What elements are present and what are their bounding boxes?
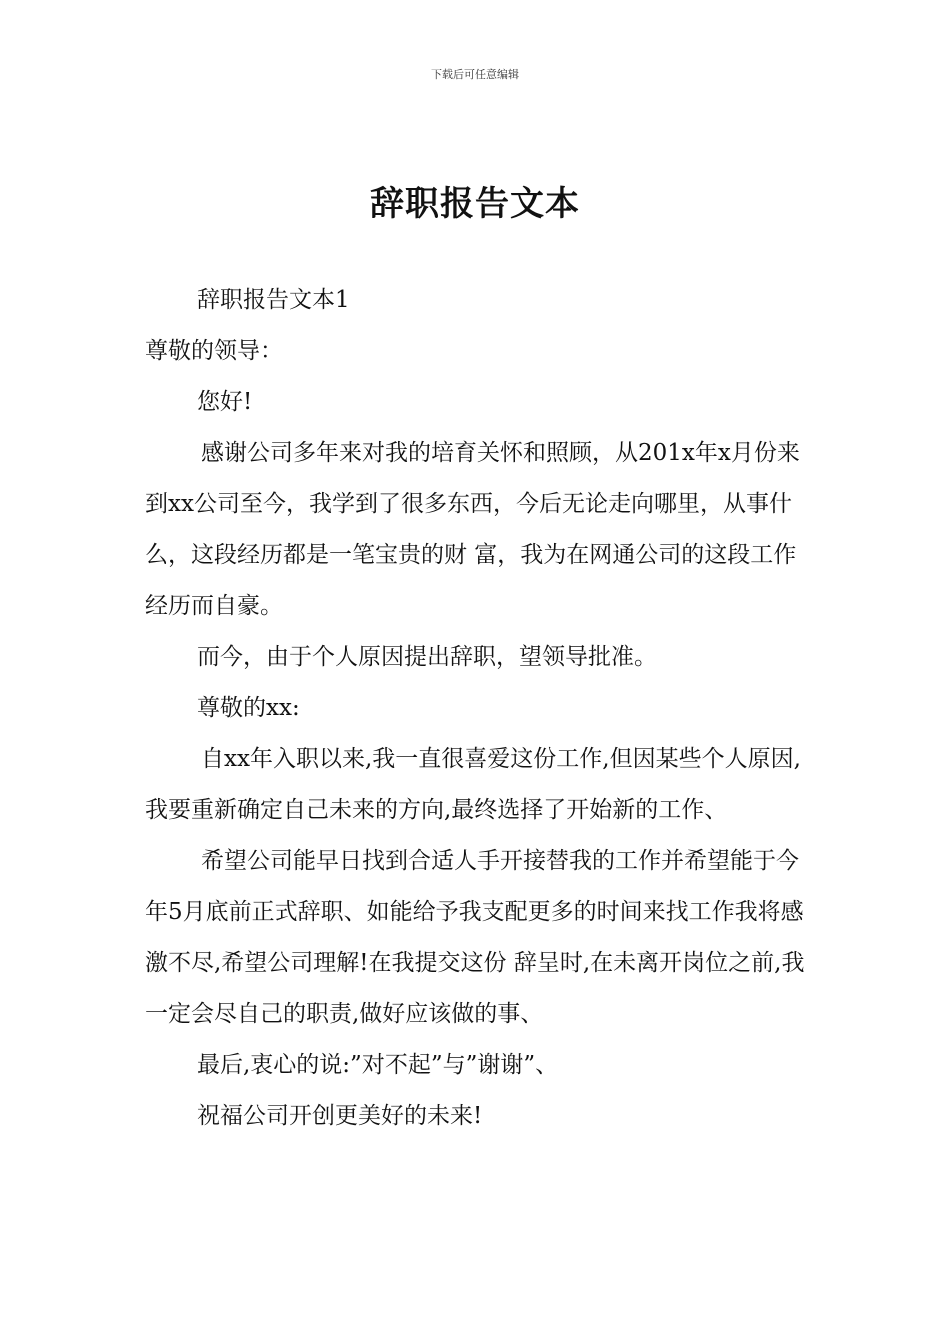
document-title: 辞职报告文本 xyxy=(370,184,580,224)
section-heading: 辞职报告文本1 xyxy=(197,287,350,313)
greeting: 您好! xyxy=(197,389,253,415)
salutation: 尊敬的领导： xyxy=(145,338,283,364)
paragraph-reason: 自xx年入职以来,我一直很喜爱这份工作,但因某些个人原因,我要重新确定自己未来的方向,最终选择了开始新的工作、 xyxy=(145,746,801,823)
header-note: 下载后可任意编辑 xyxy=(431,68,519,81)
paragraph-gratitude: 感谢公司多年来对我的培育关怀和照顾，从201x年x月份来到xx公司至今，我学到了很多东西，今后无论走向哪里，从事什么，这段经历都是一笔宝贵的财 富，我为在网通公司的这段工作经历而自豪。 xyxy=(145,440,800,619)
paragraph-handover: 希望公司能早日找到合适人手开接替我的工作并希望能于今年5月底前正式辞职、如能给予我支配更多的时间来找工作我将感激不尽,希望公司理解!在我提交这份 辞呈时,在未离开岗位之前,我一定会尽自己的职责,做好应该做的事、 xyxy=(145,848,805,1027)
paragraph-thanks: 最后,衷心的说:”对不起”与”谢谢”、 xyxy=(197,1052,559,1078)
paragraph-closing: 祝福公司开创更美好的未来! xyxy=(197,1103,483,1129)
paragraph-request: 而今，由于个人原因提出辞职，望领导批准。 xyxy=(197,644,657,670)
salutation-second: 尊敬的xx: xyxy=(197,695,300,721)
document-body xyxy=(145,275,810,1142)
